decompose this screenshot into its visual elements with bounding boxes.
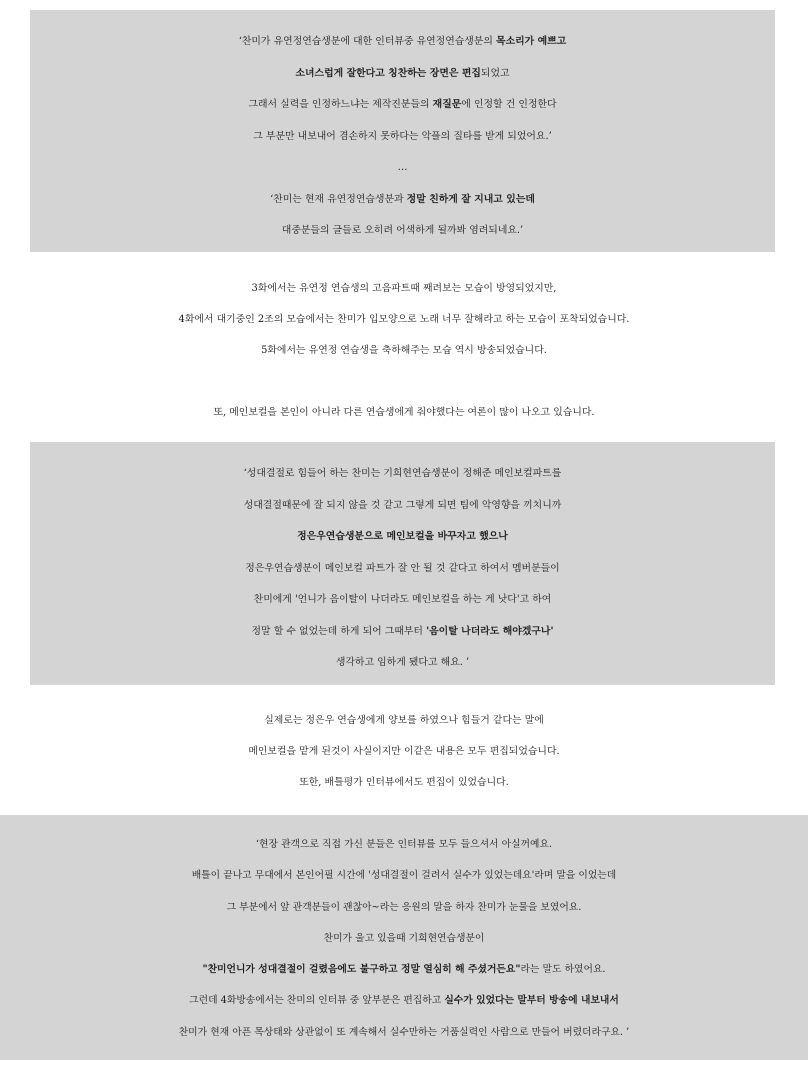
quote3-line-5: "찬미언니가 성대결절이 걸렸음에도 불구하고 정말 열심히 해 주셨거든요"라는 말도 하였어요. bbox=[202, 964, 606, 976]
bold-text: '음이탈 나더라도 해야겠구나' bbox=[426, 625, 554, 637]
quote1-line-6: ‘찬미는 현재 유연정연습생분과 정말 친하게 잘 지내고 있는데 bbox=[270, 193, 535, 205]
quote3-line-2: 배틀이 끝나고 무대에서 본인어필 시간에 '성대결절이 걸려서 실수가 있었는데요'라며 말을 이었는데 bbox=[191, 870, 617, 882]
quote1-line-3: 그래서 실력을 인정하느냐는 제작진분들의 재질문에 인정할 건 인정한다 bbox=[248, 99, 557, 110]
quote-box-3 bbox=[0, 815, 808, 1060]
paragraph-1 bbox=[0, 273, 808, 366]
quote1-ellipsis: … bbox=[397, 162, 408, 173]
para1-line-1: 3화에서는 유연정 연습생의 고음파트때 째려보는 모습이 방영되었지만, bbox=[251, 283, 557, 294]
bold-text: 재질문 bbox=[432, 99, 462, 110]
quote1-line-4: 그 부분만 내보내어 겸손하지 못하다는 악플의 질타를 받게 되었어요.’ bbox=[253, 130, 552, 142]
quote1-line-1: ‘찬미가 유연정연습생분에 대한 인터뷰중 유연정연습생분의 목소리가 예쁘고 bbox=[238, 36, 567, 47]
quote3-line-6: 그런데 4화방송에서는 찬미의 인터뷰 중 앞부분은 편집하고 실수가 있었다는 말부터 방송에 내보내서 bbox=[189, 995, 619, 1007]
quote2-line-1: ‘성대결절로 힘들어 하는 찬미는 기희현연습생분이 정해준 메인보컬파트를 bbox=[243, 468, 562, 479]
paragraph-3 bbox=[0, 705, 808, 798]
quote3-line-7: 찬미가 현재 아픈 목상태와 상관없이 또 계속해서 실수만하는 거품실력인 사람으로 만들어 버렸더라구요. ’ bbox=[178, 1026, 630, 1038]
quote3-line-3: 그 부분에서 앞 관객분들이 괜찮아~라는 응원의 말을 하자 찬미가 눈물을 보였어요. bbox=[226, 901, 582, 913]
quote2-line-6: 정말 할 수 없었는데 하게 되어 그때부터 '음이탈 나더라도 해야겠구나' bbox=[251, 625, 554, 637]
quote-box-2 bbox=[30, 442, 775, 685]
quote3-line-4: 찬미가 울고 있을때 기희현연습생분이 bbox=[323, 932, 485, 944]
bold-text: 소녀스럽게 잘한다고 칭찬하는 장면은 편집 bbox=[295, 67, 481, 79]
paragraph-2 bbox=[0, 397, 808, 428]
para3-line-3: 또한, 배틀평가 인터뷰에서도 편집이 있었습니다. bbox=[299, 777, 509, 788]
quote3-line-1: ‘현장 관객으로 직접 가신 분들은 인터뷰를 모두 들으셔서 아실꺼예요. bbox=[255, 839, 553, 850]
bold-text: "찬미언니가 성대결절이 걸렸음에도 불구하고 정말 열심히 해 주셨거든요" bbox=[202, 964, 521, 976]
para3-line-1: 실제로는 정은우 연습생에게 양보를 하였으나 힘들거 같다는 말에 bbox=[264, 715, 544, 726]
para1-line-2: 4화에서 대기중인 2조의 모습에서는 찬미가 입모양으로 노래 너무 잘해라고 하는 모습이 포착되었습니다. bbox=[178, 314, 630, 325]
quote1-line-2: 소녀스럽게 잘한다고 칭찬하는 장면은 편집되었고 bbox=[295, 67, 510, 79]
para3-line-2: 메인보컬을 맡게 된것이 사실이지만 이같은 내용은 모두 편집되었습니다. bbox=[248, 746, 560, 757]
bold-text: 실수가 있었다는 말부터 방송에 내보내서 bbox=[444, 995, 619, 1007]
quote2-line-7: 생각하고 임하게 됐다고 해요. ’ bbox=[335, 657, 470, 668]
quote2-line-2: 성대결절때문에 잘 되지 않을 것 같고 그렇게 되면 팀에 악영향을 끼치니까 bbox=[243, 499, 562, 511]
quote-box-1 bbox=[30, 10, 775, 252]
quote2-line-5: 찬미에게 '언니가 음이탈이 나더라도 메인보컬을 하는 게 낫다'고 하여 bbox=[253, 594, 552, 605]
bold-text: 목소리가 예쁘고 bbox=[496, 36, 567, 47]
bold-text: 정말 친하게 잘 지내고 있는데 bbox=[406, 193, 535, 205]
quote1-line-7: 대중분들의 글들로 오히려 어색하게 될까봐 염려되네요.’ bbox=[281, 225, 524, 236]
quote2-line-4: 정은우연습생분이 메인보컬 파트가 잘 안 될 것 같다고 하여서 멤버분들이 bbox=[245, 562, 560, 574]
para2-line-1: 또, 메인보컬을 본인이 아니라 다른 연습생에게 줘야했다는 여론이 많이 나오고 있습니다. bbox=[213, 407, 595, 418]
para1-line-3: 5화에서는 유연정 연습생을 축하해주는 모습 역시 방송되었습니다. bbox=[261, 345, 547, 356]
quote2-line-3: 정은우연습생분으로 메인보컬을 바꾸자고 했으나 bbox=[297, 531, 508, 542]
